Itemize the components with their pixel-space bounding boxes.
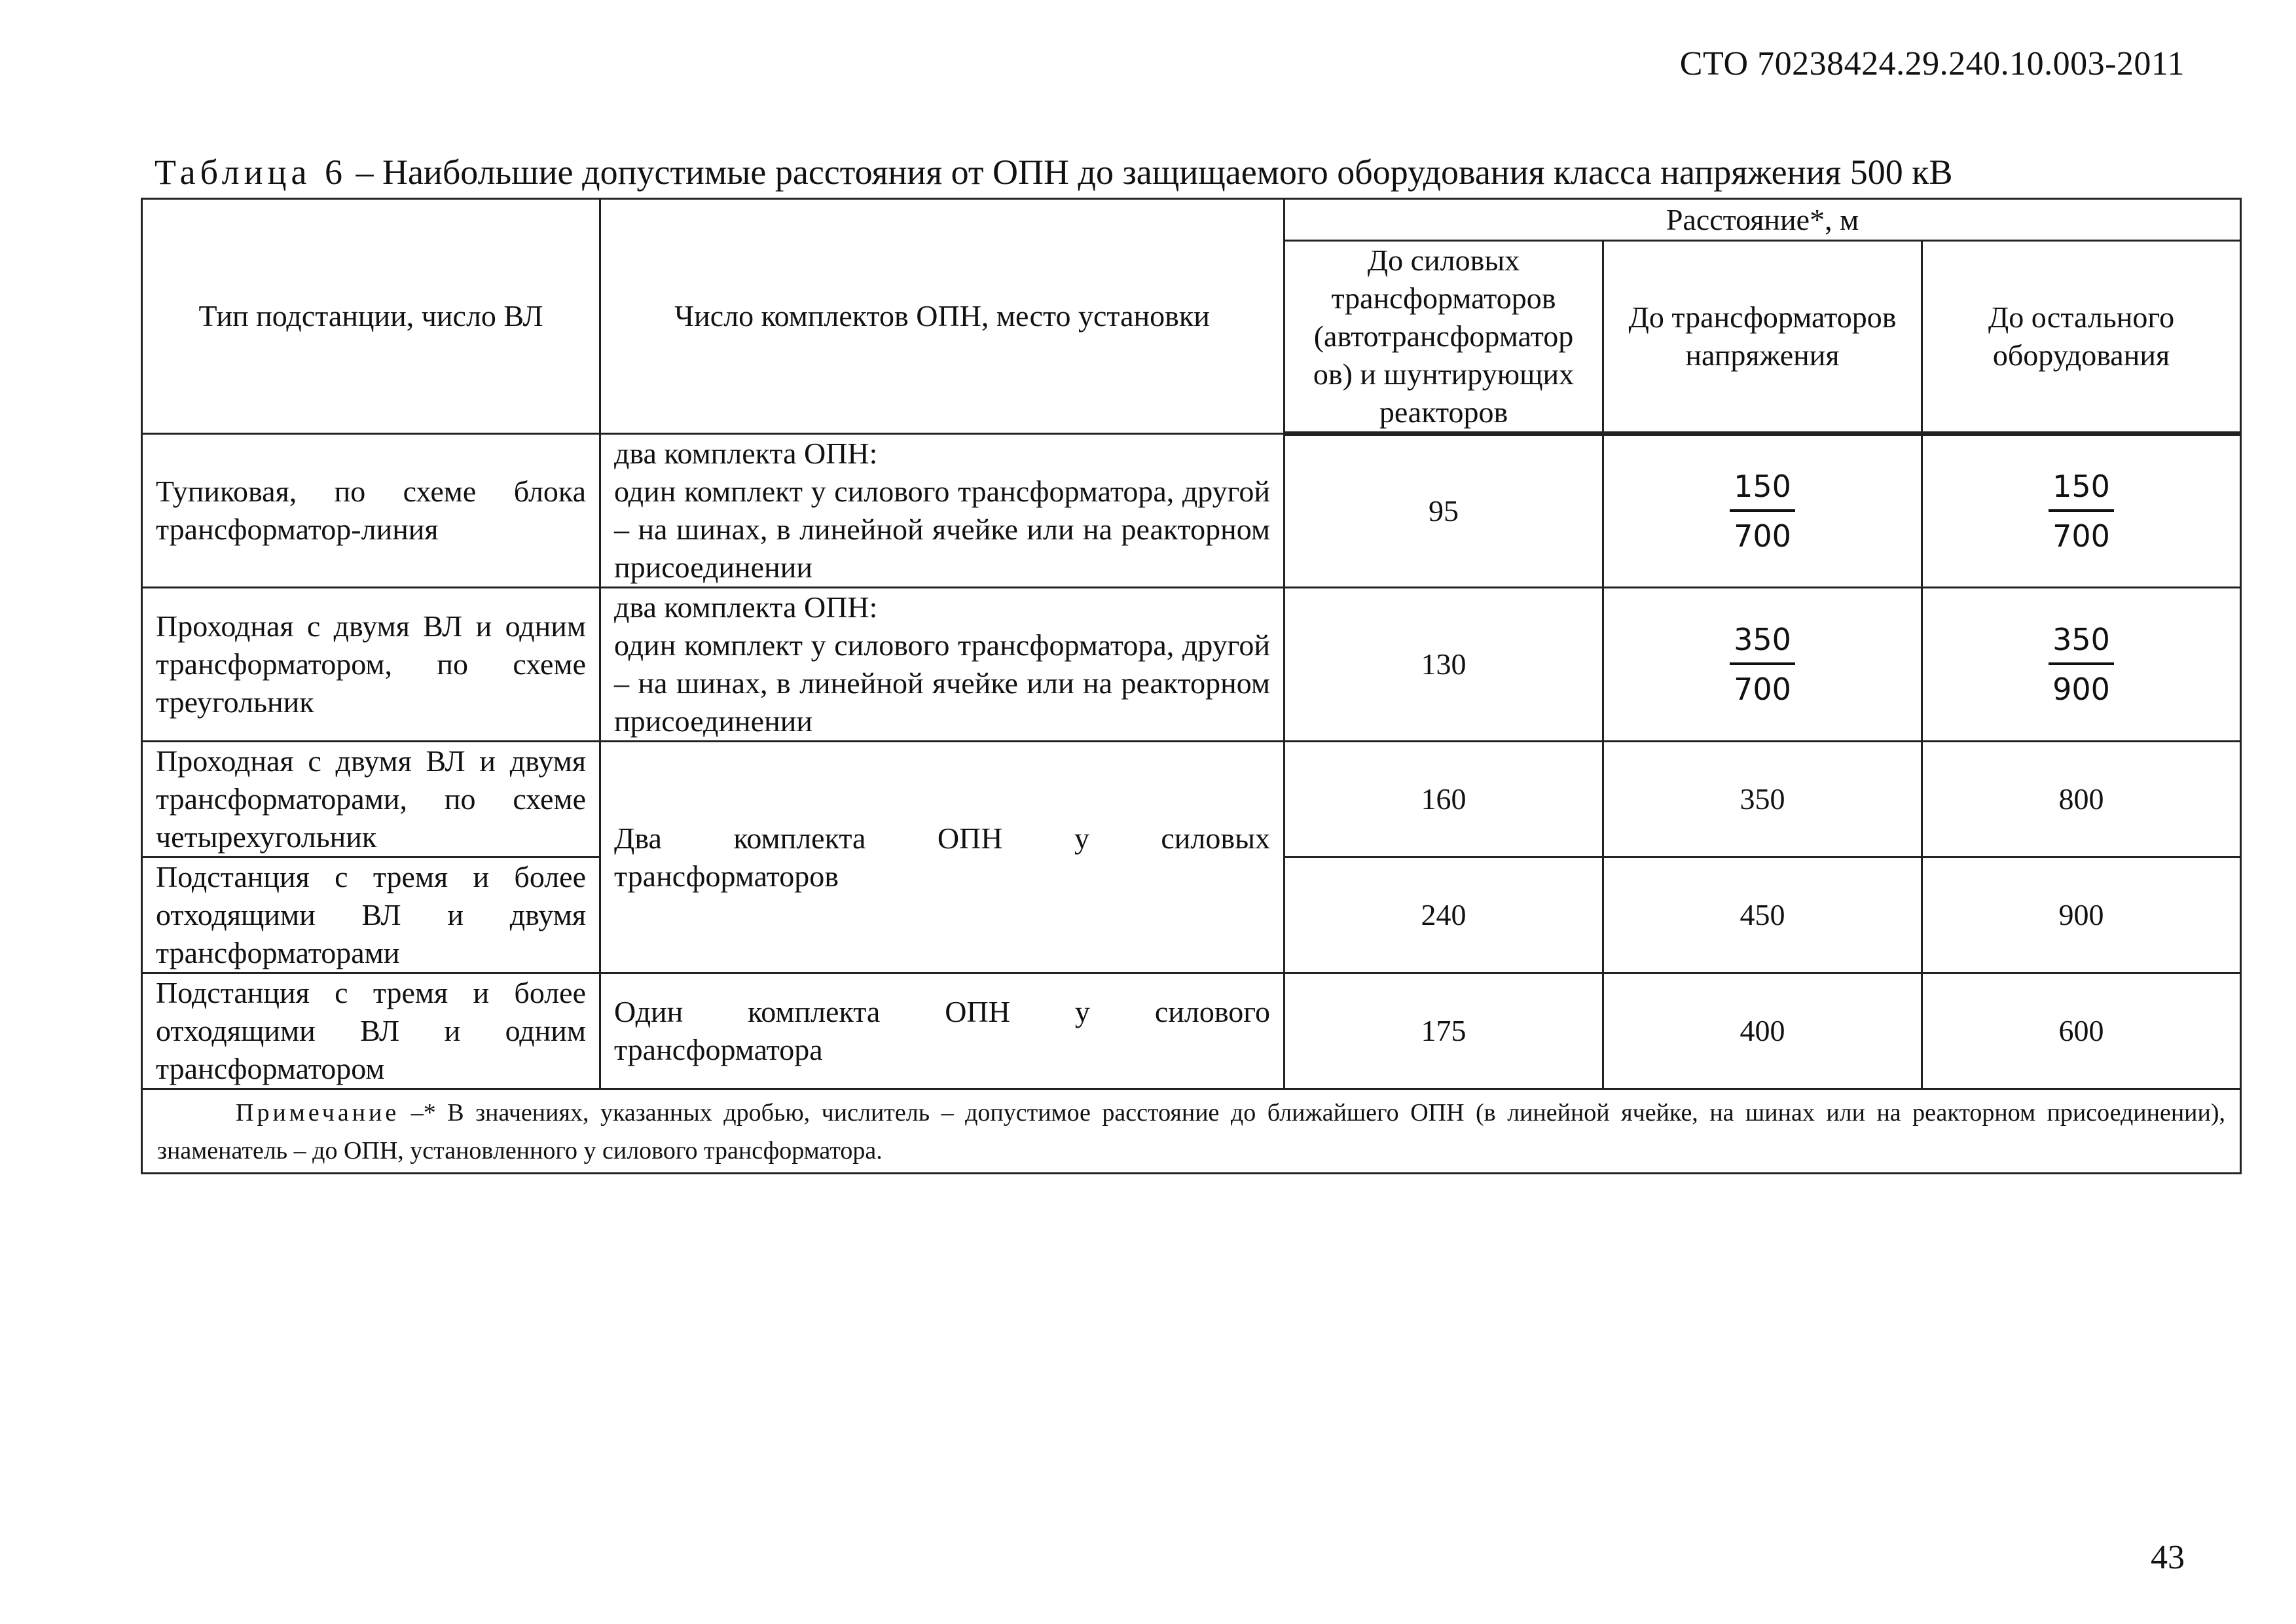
cell-distance-other: [1922, 434, 2241, 588]
note-text: –* В значениях, указанных дробью, числитель – допустимое расстояние до ближайшего ОПН (в линейной ячейке, на шинах или на реакторном присоединении), знаменатель – до ОПН, установленного у силового трансформатора.: [157, 1099, 2226, 1164]
cell-distance-power: 130: [1285, 588, 1603, 742]
cell-distance-other: 600: [1922, 973, 2241, 1089]
header-arrester-sets: Число комплектов ОПН, место установки: [600, 199, 1285, 434]
fraction-numerator: 350: [1730, 619, 1795, 665]
cell-substation-type: Проходная с двумя ВЛ и двумя трансформаторами, по схеме четырехугольник: [142, 742, 600, 857]
header-to-voltage-transformers: До трансформаторов напряжения: [1603, 241, 1922, 434]
fraction-denominator: 700: [1734, 672, 1791, 707]
fraction-denominator: 900: [2052, 672, 2110, 707]
fraction: [1730, 466, 1795, 556]
header-distance-group: Расстояние*, м: [1285, 199, 2241, 241]
fraction: [2049, 619, 2114, 710]
document-code: СТО 70238424.29.240.10.003-2011: [1679, 45, 2185, 82]
cell-distance-vt: 400: [1603, 973, 1922, 1089]
fraction: [2049, 466, 2114, 556]
arrester-sets-title: два комплекта ОПН:: [614, 590, 878, 624]
cell-distance-power: 160: [1285, 742, 1603, 857]
cell-substation-type: Тупиковая, по схеме блока трансформатор-линия: [142, 434, 600, 588]
arrester-sets-line: трансформаторов: [614, 859, 839, 893]
cell-distance-other: 800: [1922, 742, 2241, 857]
table-caption: [155, 152, 1953, 192]
cell-distance-vt: [1603, 588, 1922, 742]
cell-distance-vt: 450: [1603, 857, 1922, 973]
table-row: [142, 588, 2241, 742]
fraction-denominator: 700: [1734, 518, 1791, 554]
table-row: [142, 434, 2241, 588]
table-row: [142, 742, 2241, 857]
cell-arrester-sets: [600, 742, 1285, 973]
cell-distance-vt: 350: [1603, 742, 1922, 857]
arrester-sets-line: Один комплекта ОПН у силового: [614, 995, 1270, 1028]
cell-arrester-sets: [600, 434, 1285, 588]
cell-distance-power: 240: [1285, 857, 1603, 973]
fraction-numerator: 350: [2049, 619, 2114, 665]
arrester-sets-line: Два комплекта ОПН у силовых: [614, 821, 1270, 855]
table-note: [142, 1089, 2241, 1174]
cell-arrester-sets: [600, 588, 1285, 742]
cell-substation-type: Проходная с двумя ВЛ и одним трансформатором, по схеме треугольник: [142, 588, 600, 742]
fraction: [1730, 619, 1795, 710]
cell-distance-other: 900: [1922, 857, 2241, 973]
fraction-numerator: 150: [2049, 466, 2114, 512]
cell-substation-type: Подстанция с тремя и более отходящими ВЛ и двумя трансформаторами: [142, 857, 600, 973]
fraction-numerator: 150: [1730, 466, 1795, 512]
cell-distance-power: 175: [1285, 973, 1603, 1089]
arrester-sets-text: один комплект у силового трансформатора, другой – на шинах, в линейной ячейке или на реакторном присоединении: [614, 628, 1270, 738]
note-row: [142, 1089, 2241, 1174]
arrester-sets-text: один комплект у силового трансформатора, другой – на шинах, в линейной ячейке или на реакторном присоединении: [614, 475, 1270, 584]
table-caption-lead: Таблица 6: [155, 153, 347, 192]
page-number: 43: [2151, 1539, 2185, 1576]
header-to-power-transformers: До силовых трансформаторов (автотрансформатор ов) и шунтирующих реакторов: [1285, 241, 1603, 434]
cell-distance-vt: [1603, 434, 1922, 588]
distances-table: [141, 198, 2242, 1174]
cell-substation-type: Подстанция с тремя и более отходящими ВЛ и одним трансформатором: [142, 973, 600, 1089]
cell-distance-power: 95: [1285, 434, 1603, 588]
cell-arrester-sets: [600, 973, 1285, 1089]
header-to-other-equipment: До остального оборудования: [1922, 241, 2241, 434]
header-row-1: [142, 199, 2241, 241]
arrester-sets-line: трансформатора: [614, 1033, 823, 1066]
header-substation-type: Тип подстанции, число ВЛ: [142, 199, 600, 434]
arrester-sets-title: два комплекта ОПН:: [614, 437, 878, 470]
table-caption-text: – Наибольшие допустимые расстояния от ОПН до защищаемого оборудования класса напряжения 500 кВ: [346, 153, 1953, 192]
table-row: [142, 973, 2241, 1089]
note-lead: Примечание: [236, 1099, 400, 1127]
cell-distance-other: [1922, 588, 2241, 742]
fraction-denominator: 700: [2052, 518, 2110, 554]
